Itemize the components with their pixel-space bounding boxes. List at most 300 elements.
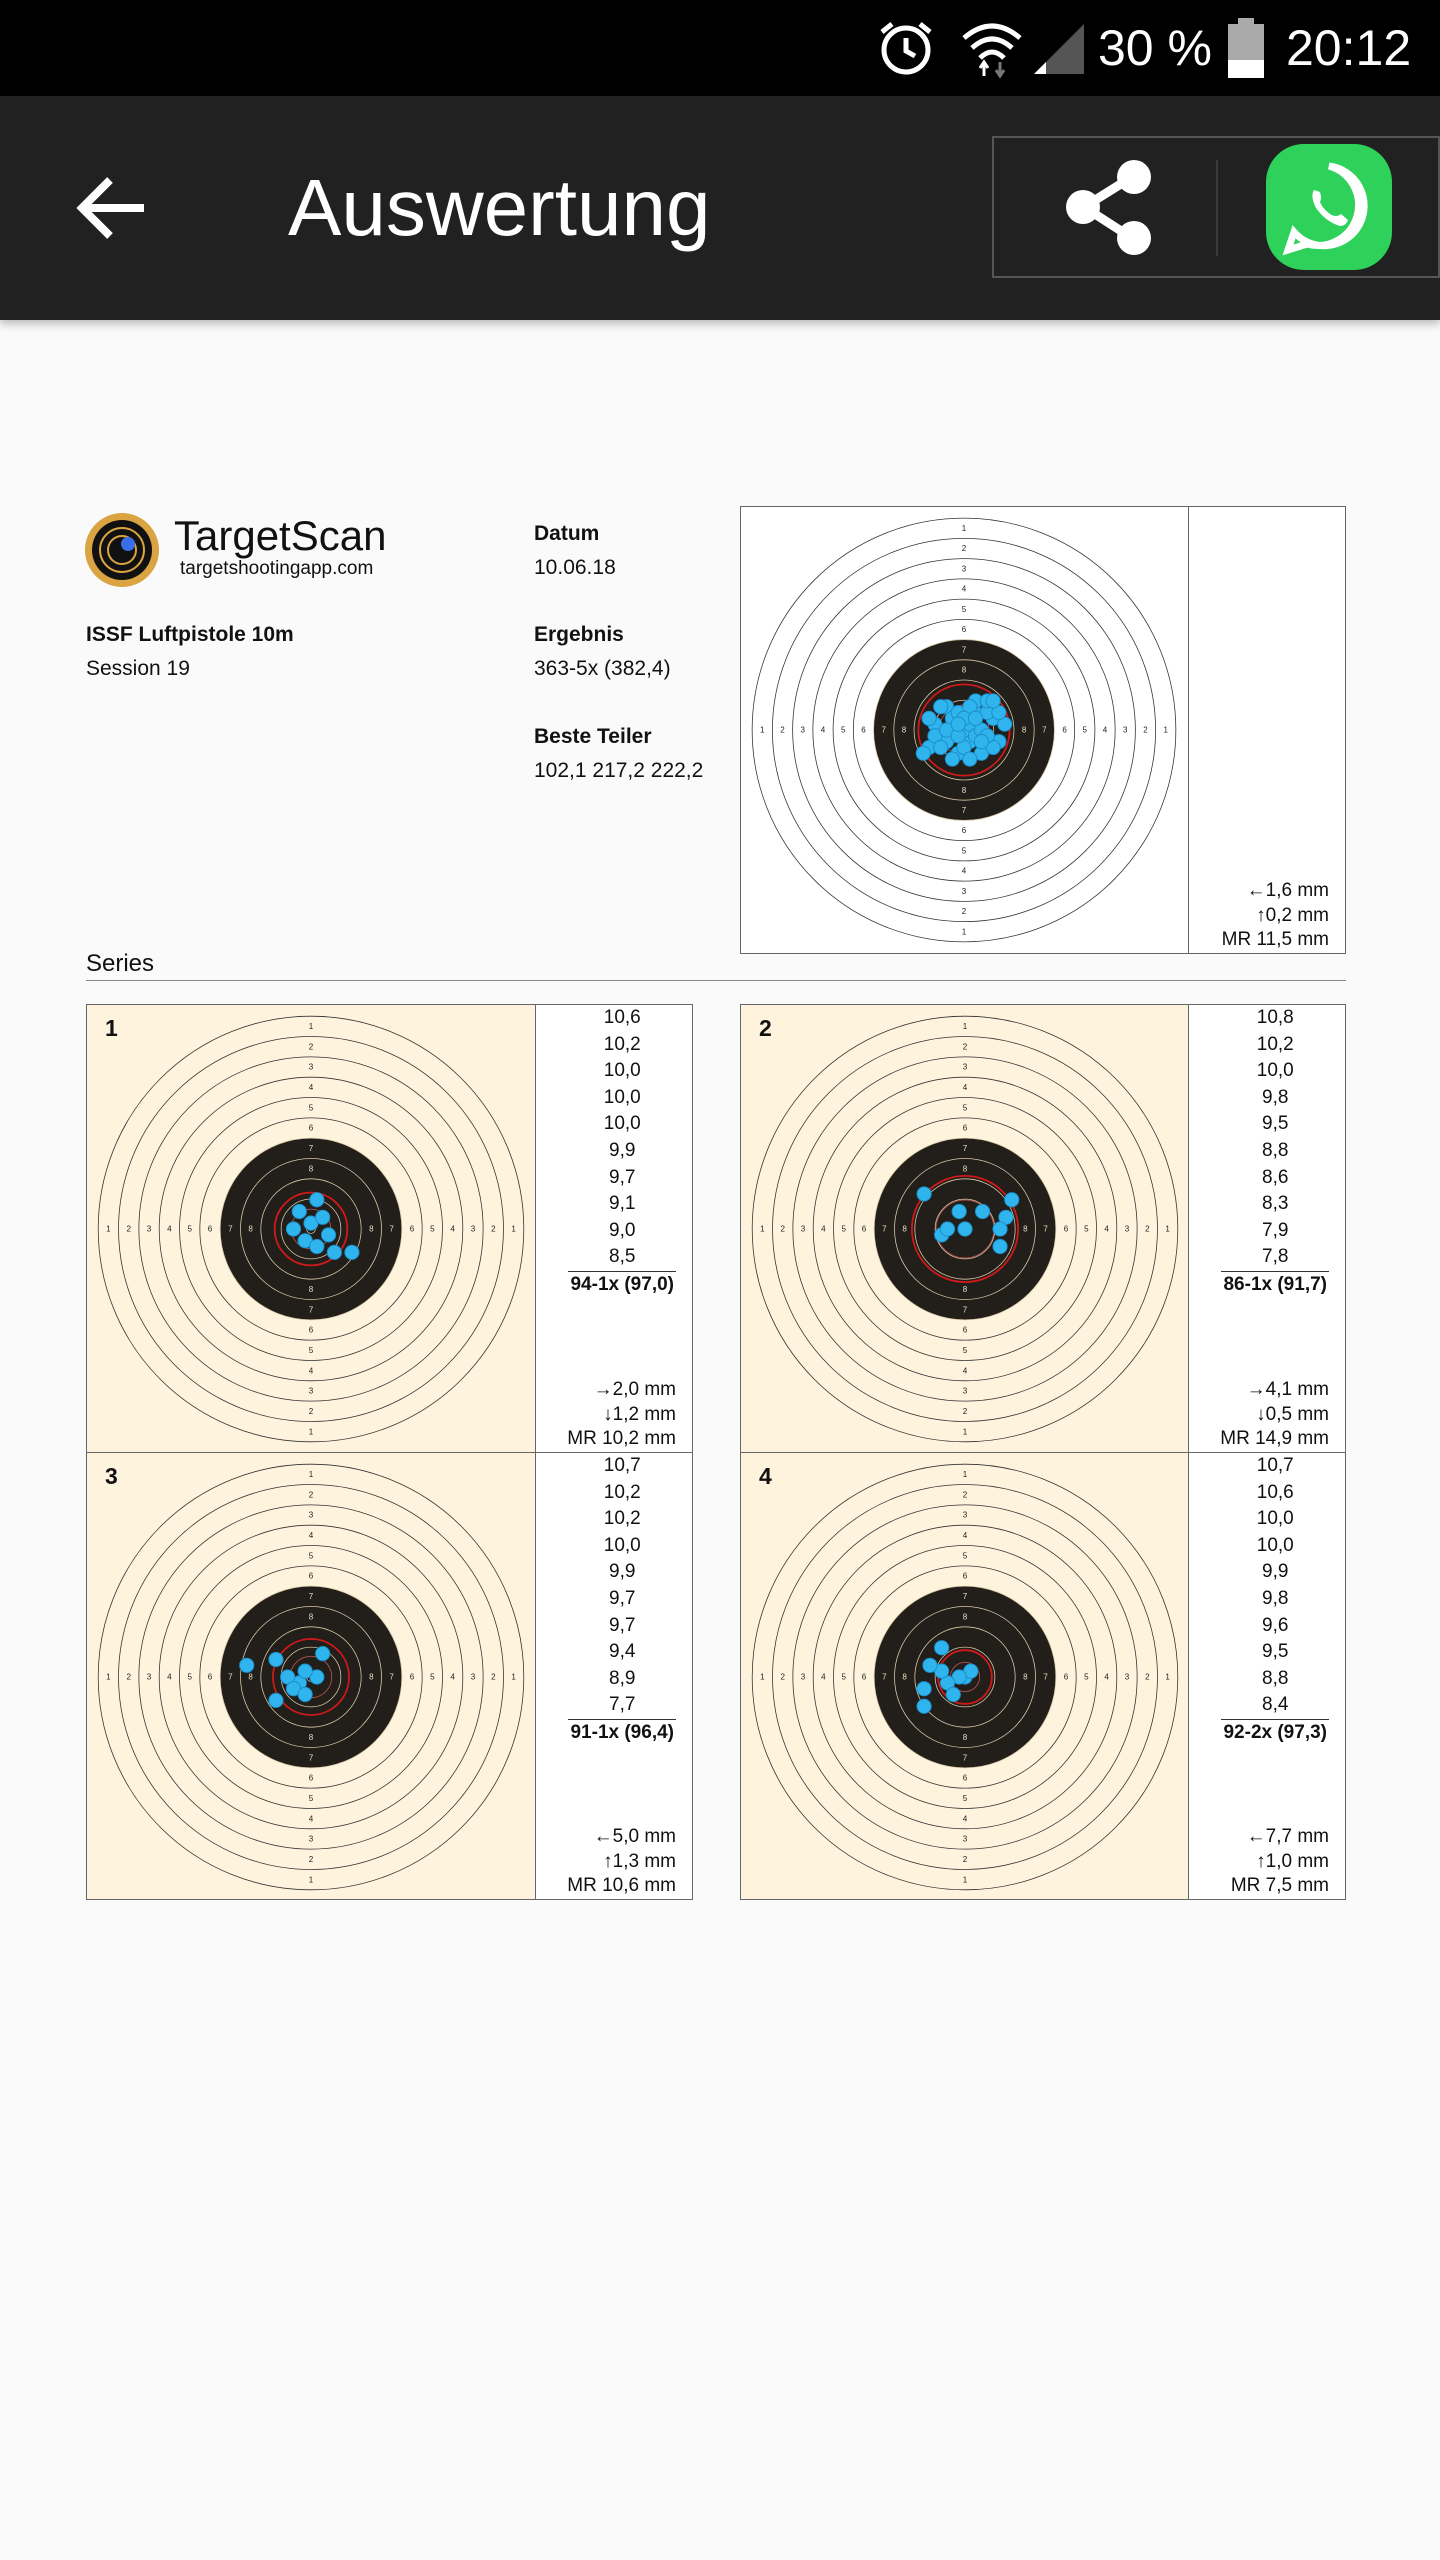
shot-score: 9,9 [1262, 1561, 1289, 1583]
ergebnis-value: 363-5x (382,4) [534, 657, 671, 680]
shot-score: 8,3 [1262, 1193, 1289, 1215]
shot-hole [269, 1693, 283, 1707]
shot-score: 7,8 [1262, 1246, 1289, 1268]
ring-number [309, 1042, 314, 1051]
datum-value: 10.06.18 [534, 556, 616, 579]
shot-hole [963, 752, 977, 766]
overview-stat-mr: MR 11,5 mm [1221, 929, 1329, 951]
ring-number [309, 1531, 314, 1540]
shot-score: 8,4 [1262, 1694, 1289, 1716]
shot-score: 10,2 [1256, 1033, 1294, 1055]
shot-hole [286, 1222, 300, 1236]
ring-number [1103, 726, 1108, 735]
ring-number [511, 1225, 516, 1234]
ring-number [369, 1225, 374, 1234]
shot-score: 8,9 [609, 1667, 636, 1689]
series-stats [1220, 1378, 1329, 1452]
ring-number [963, 1470, 968, 1479]
logo-name: TargetScan [174, 512, 387, 559]
ring-number [882, 1673, 887, 1682]
ring-number [902, 1673, 907, 1682]
stat-y: ↑1,3 mm [603, 1850, 676, 1872]
discipline: ISSF Luftpistole 10m [86, 623, 294, 646]
shot-score: 10,2 [603, 1033, 641, 1055]
series-number: 1 [105, 1015, 118, 1041]
ring-number [389, 1225, 394, 1234]
overview-stat-x: ←1,6 mm [1246, 880, 1329, 902]
series-4-target [741, 1453, 1189, 1901]
share-icon [1054, 152, 1164, 262]
shot-score: 9,4 [609, 1641, 636, 1663]
ring-number [430, 1673, 435, 1682]
ring-number [801, 1225, 806, 1234]
shot-score: 10,0 [1256, 1060, 1294, 1082]
series-total: 94-1x (97,0) [568, 1271, 676, 1298]
ring-number [167, 1225, 172, 1234]
shot-hole [1005, 1193, 1019, 1207]
ring-number [369, 1673, 374, 1682]
ring-number [963, 1427, 968, 1436]
ring-number [1043, 1225, 1048, 1234]
ring-number [821, 1225, 826, 1234]
ring-number [963, 1753, 968, 1762]
ring-number [1083, 726, 1088, 735]
series-total: 91-1x (96,4) [568, 1719, 676, 1746]
ring-number [1145, 1673, 1150, 1682]
series-stats [1231, 1825, 1329, 1899]
shot-hole [940, 1222, 954, 1236]
shot-score: 9,1 [609, 1193, 636, 1215]
series-side [1188, 1453, 1345, 1899]
beste-teiler-value: 102,1 217,2 222,2 [534, 759, 704, 782]
ring-number [963, 1124, 968, 1133]
ergebnis-label: Ergebnis [534, 623, 624, 646]
ring-number [821, 726, 826, 735]
shot-score: 7,9 [1262, 1219, 1289, 1241]
series-number: 4 [759, 1463, 772, 1489]
ring-number [430, 1225, 435, 1234]
shot-score: 10,7 [1256, 1455, 1294, 1476]
shot-hole [310, 1239, 324, 1253]
ring-number [187, 1673, 192, 1682]
shot-score: 8,5 [609, 1246, 636, 1268]
ring-number [902, 726, 907, 735]
shot-hole [923, 1658, 937, 1672]
ring-number [780, 1673, 785, 1682]
ring-number [1104, 1673, 1109, 1682]
overview-side [1188, 507, 1345, 953]
ring-number [1143, 726, 1148, 735]
shot-hole [922, 711, 936, 725]
ring-number [962, 826, 967, 835]
ring-number [1064, 1673, 1069, 1682]
ring-number [1084, 1225, 1089, 1234]
ring-number [963, 1531, 968, 1540]
ring-number [1084, 1673, 1089, 1682]
stat-mr: MR 10,6 mm [567, 1875, 676, 1897]
ring-number [1104, 1225, 1109, 1234]
ring-number [106, 1225, 111, 1234]
ring-number [963, 1875, 968, 1884]
ring-number [780, 726, 785, 735]
shot-hole [934, 1641, 948, 1655]
ring-number [963, 1511, 968, 1520]
ring-number [862, 1225, 867, 1234]
signal-icon [1032, 0, 1086, 96]
target-logo-icon [84, 512, 160, 588]
shot-score: 9,5 [1262, 1113, 1289, 1135]
ring-number [881, 726, 886, 735]
shot-score: 10,6 [1256, 1481, 1294, 1503]
overview-stat-y: ↑0,2 mm [1256, 904, 1329, 926]
battery-icon [1226, 0, 1266, 96]
ring-number [963, 1794, 968, 1803]
ring-number [1042, 726, 1047, 735]
clock: 20:12 [1286, 20, 1412, 76]
stat-x: ←5,0 mm [593, 1826, 676, 1848]
ring-number [309, 1794, 314, 1803]
shot-score: 9,8 [1262, 1587, 1289, 1609]
ring-number [1043, 1673, 1048, 1682]
series-divider [86, 980, 1346, 981]
shot-hole [946, 1687, 960, 1701]
stat-mr: MR 10,2 mm [567, 1428, 676, 1450]
series-side [535, 1005, 692, 1452]
ring-number [309, 1592, 314, 1601]
ring-number [309, 1103, 314, 1112]
ring-number [309, 1305, 314, 1314]
ring-number [1145, 1225, 1150, 1234]
ring-number [962, 544, 967, 553]
ring-number [1023, 1673, 1028, 1682]
ring-number [861, 726, 866, 735]
session: Session 19 [86, 657, 190, 680]
stat-mr: MR 7,5 mm [1230, 1875, 1329, 1897]
ring-number [963, 1592, 968, 1601]
ring-number [963, 1326, 968, 1335]
series-panel-2 [740, 1004, 1346, 1453]
ring-number [963, 1774, 968, 1783]
ring-number [962, 564, 967, 573]
shot-hole [269, 1652, 283, 1666]
ring-number [248, 1673, 253, 1682]
ring-number [410, 1673, 415, 1682]
ring-number [309, 1326, 314, 1335]
back-button[interactable] [70, 166, 154, 250]
shot-hole [945, 752, 959, 766]
ring-number [309, 1083, 314, 1092]
ring-number [882, 1225, 887, 1234]
shot-score: 9,0 [609, 1219, 636, 1241]
ring-number [126, 1225, 131, 1234]
ring-number [963, 1733, 968, 1742]
ring-number [208, 1673, 213, 1682]
ring-number [309, 1285, 314, 1294]
stat-x: →4,1 mm [1246, 1379, 1329, 1401]
ring-number [801, 1673, 806, 1682]
ring-number [1062, 726, 1067, 735]
ring-number [309, 1346, 314, 1355]
logo-url: targetshootingapp.com [180, 558, 374, 579]
ring-number [167, 1673, 172, 1682]
ring-number [963, 1103, 968, 1112]
ring-number [511, 1673, 516, 1682]
shot-score: 10,8 [1256, 1007, 1294, 1028]
shot-score: 9,9 [609, 1139, 636, 1161]
ring-number [841, 1673, 846, 1682]
ring-number [450, 1673, 455, 1682]
shot-score: 9,9 [609, 1561, 636, 1583]
ring-number [821, 1673, 826, 1682]
shot-score: 9,6 [1262, 1614, 1289, 1636]
ring-number [309, 1063, 314, 1072]
shot-hole [986, 694, 1000, 708]
shot-hole [292, 1204, 306, 1218]
ring-number [963, 1572, 968, 1581]
ring-number [309, 1407, 314, 1416]
ring-number [106, 1673, 111, 1682]
ring-number [1064, 1225, 1069, 1234]
shot-hole [958, 1222, 972, 1236]
shot-score: 10,7 [603, 1455, 641, 1476]
ring-number [963, 1612, 968, 1621]
wifi-icon [962, 0, 1022, 96]
ring-number [147, 1673, 152, 1682]
ring-number [1123, 726, 1128, 735]
stat-y: ↓0,5 mm [1256, 1403, 1329, 1425]
ring-number [902, 1225, 907, 1234]
ring-number [962, 806, 967, 815]
ring-number [962, 605, 967, 614]
shot-hole [993, 1239, 1007, 1253]
ring-number [309, 1124, 314, 1133]
stat-y: ↑1,0 mm [1256, 1850, 1329, 1872]
ring-number [962, 625, 967, 634]
ring-number [962, 846, 967, 855]
ring-number [963, 1855, 968, 1864]
ring-number [248, 1225, 253, 1234]
targetscan-logo [84, 512, 160, 593]
action-bar [992, 136, 1440, 278]
ring-number [309, 1387, 314, 1396]
shot-hole [310, 1193, 324, 1207]
series-total: 92-2x (97,3) [1221, 1719, 1329, 1746]
ring-number [228, 1225, 233, 1234]
shot-hole [240, 1658, 254, 1672]
shot-hole [968, 711, 982, 725]
ring-number [309, 1774, 314, 1783]
battery-percent: 30 % [1098, 20, 1212, 76]
ring-number [760, 1225, 765, 1234]
series-scores [568, 1005, 676, 1298]
ring-number [962, 867, 967, 876]
shot-hole [934, 740, 948, 754]
ring-number [760, 1673, 765, 1682]
ring-number [962, 927, 967, 936]
ring-number [963, 1022, 968, 1031]
ring-number [410, 1225, 415, 1234]
page-title: Auswertung [288, 163, 711, 252]
series-2-target [741, 1005, 1189, 1453]
ring-number [962, 585, 967, 594]
series-scores [568, 1453, 676, 1746]
series-number: 3 [105, 1463, 118, 1489]
series-3-target [87, 1453, 535, 1901]
ring-number [963, 1814, 968, 1823]
ring-number [963, 1063, 968, 1072]
ring-number [187, 1225, 192, 1234]
ring-number [309, 1366, 314, 1375]
shot-hole [951, 717, 965, 731]
share-button[interactable] [1054, 152, 1164, 262]
ring-number [963, 1490, 968, 1499]
ring-number [963, 1366, 968, 1375]
stat-x: ←7,7 mm [1246, 1826, 1329, 1848]
datum-label: Datum [534, 522, 600, 545]
shot-score: 9,7 [609, 1166, 636, 1188]
shot-hole [993, 1222, 1007, 1236]
ring-number [962, 666, 967, 675]
status-bar [0, 0, 1440, 96]
series-1-target [87, 1005, 535, 1453]
whatsapp-button[interactable] [1266, 144, 1392, 270]
ring-number [963, 1164, 968, 1173]
alarm-icon [876, 0, 936, 96]
shot-hole [934, 700, 948, 714]
stat-x: →2,0 mm [593, 1379, 676, 1401]
ring-number [491, 1225, 496, 1234]
beste-teiler-label: Beste Teiler [534, 725, 652, 748]
shot-score: 9,7 [609, 1614, 636, 1636]
ring-number [309, 1511, 314, 1520]
app-bar [0, 96, 1440, 320]
series-side [535, 1453, 692, 1899]
overview-target [741, 507, 1187, 953]
series-number: 2 [759, 1015, 772, 1041]
ring-number [963, 1083, 968, 1092]
shot-score: 9,5 [1262, 1641, 1289, 1663]
shot-hole [345, 1245, 359, 1259]
ring-number [309, 1551, 314, 1560]
action-divider [1216, 160, 1218, 256]
ring-number [841, 1225, 846, 1234]
ring-number [760, 726, 765, 735]
shot-score: 10,0 [603, 1060, 641, 1082]
series-panel-1 [86, 1004, 693, 1453]
shot-hole [298, 1664, 312, 1678]
ring-number [780, 1225, 785, 1234]
shot-hole [952, 1204, 966, 1218]
ring-number [309, 1875, 314, 1884]
whatsapp-icon [1266, 144, 1392, 270]
ring-number [963, 1346, 968, 1355]
series-panel-4 [740, 1452, 1346, 1900]
ring-number [1165, 1225, 1170, 1234]
ring-number [841, 726, 846, 735]
ring-number [309, 1490, 314, 1499]
ring-number [963, 1042, 968, 1051]
ring-number [1165, 1673, 1170, 1682]
ring-number [309, 1427, 314, 1436]
ring-number [962, 645, 967, 654]
arrow-left-icon [70, 166, 154, 250]
ring-number [309, 1164, 314, 1173]
ring-number [962, 786, 967, 795]
ring-number [491, 1673, 496, 1682]
shot-score: 10,2 [603, 1508, 641, 1530]
ring-number [309, 1572, 314, 1581]
ring-number [309, 1814, 314, 1823]
ring-number [309, 1144, 314, 1153]
shot-score: 10,0 [1256, 1508, 1294, 1530]
shot-score: 10,2 [603, 1481, 641, 1503]
shot-score: 8,8 [1262, 1667, 1289, 1689]
shot-hole [917, 1187, 931, 1201]
shot-hole [917, 1699, 931, 1713]
ring-number [147, 1225, 152, 1234]
series-stats [567, 1825, 676, 1899]
overview-stats [1222, 879, 1329, 953]
ring-number [963, 1387, 968, 1396]
ring-number [963, 1305, 968, 1314]
ring-number [1023, 1225, 1028, 1234]
ring-number [126, 1673, 131, 1682]
shot-score: 10,6 [603, 1007, 641, 1028]
shot-hole [321, 1228, 335, 1242]
ring-number [471, 1673, 476, 1682]
ring-number [801, 726, 806, 735]
ring-number [450, 1225, 455, 1234]
ring-number [309, 1022, 314, 1031]
ring-number [309, 1470, 314, 1479]
shot-hole [917, 1682, 931, 1696]
ring-number [963, 1551, 968, 1560]
shot-score: 10,0 [603, 1113, 641, 1135]
ring-number [963, 1835, 968, 1844]
shot-score: 9,8 [1262, 1086, 1289, 1108]
series-scores [1221, 1453, 1329, 1746]
ring-number [962, 524, 967, 533]
shot-score: 10,0 [603, 1086, 641, 1108]
series-heading: Series [86, 950, 155, 977]
series-total: 86-1x (91,7) [1221, 1271, 1329, 1298]
ring-number [963, 1407, 968, 1416]
shot-hole [975, 1204, 989, 1218]
ring-number [471, 1225, 476, 1234]
shot-score: 9,7 [609, 1587, 636, 1609]
ring-number [1163, 726, 1168, 735]
ring-number [309, 1855, 314, 1864]
ring-number [309, 1835, 314, 1844]
shot-score: 10,0 [603, 1534, 641, 1556]
ring-number [963, 1285, 968, 1294]
ring-number [309, 1753, 314, 1762]
ring-number [309, 1612, 314, 1621]
overview-target-panel [740, 506, 1346, 954]
ring-number [1125, 1673, 1130, 1682]
ring-number [1125, 1225, 1130, 1234]
shot-hole [316, 1646, 330, 1660]
ring-number [962, 887, 967, 896]
series-scores [1221, 1005, 1329, 1298]
shot-score: 7,7 [609, 1694, 636, 1716]
shot-hole [916, 746, 930, 760]
ring-number [389, 1673, 394, 1682]
ring-number [228, 1673, 233, 1682]
shot-hole [298, 1687, 312, 1701]
ring-number [862, 1673, 867, 1682]
ring-number [1022, 726, 1027, 735]
